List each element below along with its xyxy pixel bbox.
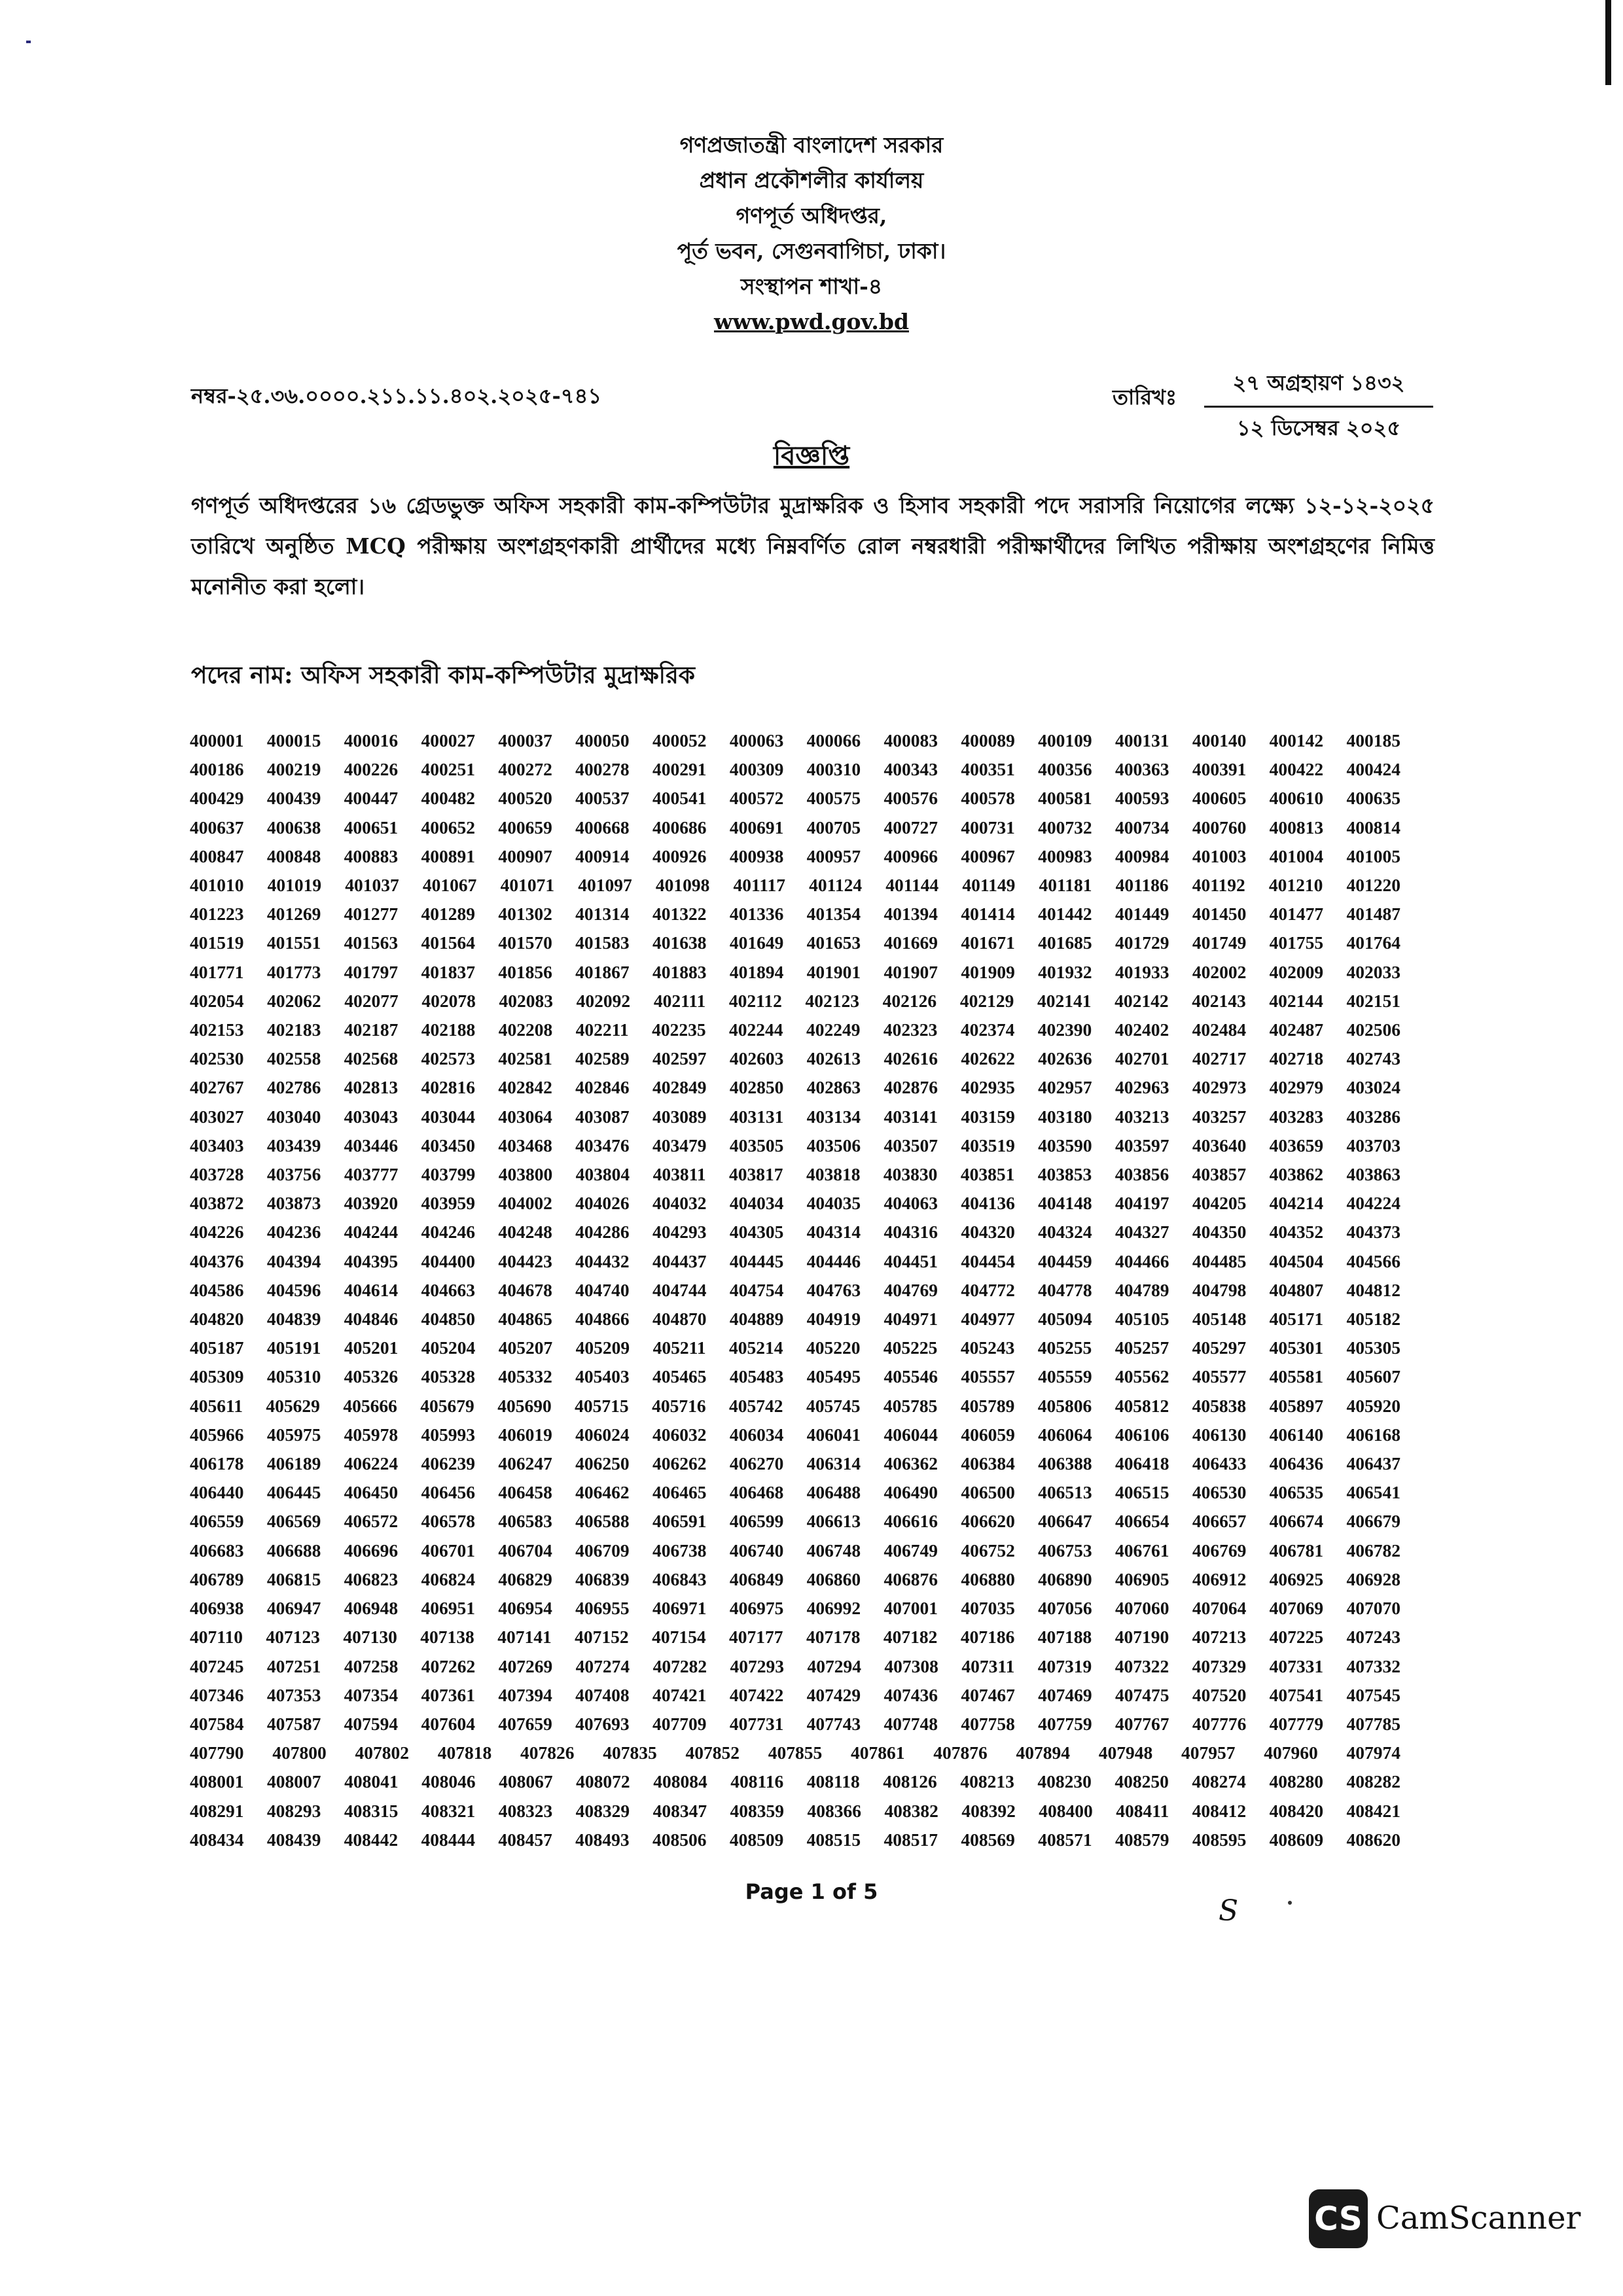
roll-line: 408001 408007 408041 408046 408067 408072 408084 408116 408118 408126 408213 408230 408250 408274 408280 408282 [190,1771,1400,1792]
roll-line: 407584 407587 407594 407604 407659 407693 407709 407731 407743 407748 407758 407759 407767 407776 407779 407785 [190,1713,1400,1734]
roll-line: 407346 407353 407354 407361 407394 407408 407421 407422 407429 407436 407467 407469 407475 407520 407541 407545 [190,1684,1400,1705]
roll-line: 400429 400439 400447 400482 400520 400537 400541 400572 400575 400576 400578 400581 400593 400605 400610 400635 [190,788,1400,809]
roll-number-list [190,726,1400,1854]
scan-edge-shadow [1605,0,1611,85]
roll-line: 403872 403873 403920 403959 404002 404026 404032 404034 404035 404063 404136 404148 404197 404205 404214 404224 [190,1193,1400,1214]
camscanner-logo-icon: CS [1309,2189,1368,2248]
roll-line: 404820 404839 404846 404850 404865 404866 404870 404889 404919 404971 404977 405094 405105 405148 405171 405182 [190,1309,1400,1330]
signature-dot [1288,1901,1292,1905]
roll-line: 405309 405310 405326 405328 405332 405403 405465 405483 405495 405546 405557 405559 405562 405577 405581 405607 [190,1366,1400,1387]
header-line-department: গণপূর্ত অধিদপ্তর, [736,203,887,228]
memo-number: নম্বর-২৫.৩৬.০০০০.২১১.১১.৪০২.২০২৫-৭৪১ [191,383,602,408]
roll-line: 406559 406569 406572 406578 406583 406588 406591 406599 406613 406616 406620 406647 406654 406657 406674 406679 [190,1511,1400,1532]
header-line-office: প্রধান প্রকৌশলীর কার্যালয় [699,168,924,193]
page-number: Page 1 of 5 [745,1879,878,1904]
roll-line: 405187 405191 405201 405204 405207 405209 405211 405214 405220 405225 405243 405255 405257 405297 405301 405305 [190,1337,1400,1358]
roll-line: 408434 408439 408442 408444 408457 408493 408506 408509 408515 408517 408569 408571 408579 408595 408609 408620 [190,1829,1400,1850]
header-line-branch: সংস্থাপন শাখা-৪ [740,274,883,299]
roll-line: 406789 406815 406823 406824 406829 406839 406843 406849 406860 406876 406880 406890 406905 406912 406925 406928 [190,1568,1400,1589]
roll-line: 403403 403439 403446 403450 403468 403476 403479 403505 403506 403507 403519 403590 403597 403640 403659 403703 [190,1135,1400,1156]
roll-line: 408291 408293 408315 408321 408323 408329 408347 408359 408366 408382 408392 408400 408411 408412 408420 408421 [190,1800,1400,1821]
roll-line: 402530 402558 402568 402573 402581 402589 402597 402603 402613 402616 402622 402636 402701 402717 402718 402743 [190,1048,1400,1069]
notice-heading: বিজ্ঞপ্তি [773,440,850,471]
scan-speck [26,41,31,43]
roll-line: 405611 405629 405666 405679 405690 405715 405716 405742 405745 405785 405789 405806 405812 405838 405897 405920 [190,1395,1400,1416]
roll-line: 400847 400848 400883 400891 400907 400914 400926 400938 400957 400966 400967 400983 400984 401003 401004 401005 [190,845,1400,866]
roll-line: 400637 400638 400651 400652 400659 400668 400686 400691 400705 400727 400731 400732 400734 400760 400813 400814 [190,817,1400,838]
office-header [0,128,1623,340]
roll-line: 402054 402062 402077 402078 402083 402092 402111 402112 402123 402126 402129 402141 402142 402143 402144 402151 [190,990,1400,1011]
roll-line: 407245 407251 407258 407262 407269 407274 407282 407293 407294 407308 407311 407319 407322 407329 407331 407332 [190,1655,1400,1676]
roll-line: 407110 407123 407130 407138 407141 407152 407154 407177 407178 407182 407186 407188 407190 407213 407225 407243 [190,1627,1400,1648]
roll-line: 404376 404394 404395 404400 404423 404432 404437 404445 404446 404451 404454 404459 404466 404485 404504 404566 [190,1250,1400,1271]
camscanner-watermark: CamScanner [1376,2200,1581,2236]
roll-line: 400001 400015 400016 400027 400037 400050 400052 400063 400066 400083 400089 400109 400131 400140 400142 400185 [190,730,1400,751]
post-title: পদের নাম: অফিস সহকারী কাম-কম্পিউটার মুদ্রাক্ষরিক [191,662,695,689]
roll-line: 404226 404236 404244 404246 404248 404286 404293 404305 404314 404316 404320 404324 404327 404350 404352 404373 [190,1222,1400,1243]
roll-line: 406440 406445 406450 406456 406458 406462 406465 406468 406488 406490 406500 406513 406515 406530 406535 406541 [190,1482,1400,1503]
roll-line: 406178 406189 406224 406239 406247 406250 406262 406270 406314 406362 406384 406388 406418 406433 406436 406437 [190,1453,1400,1474]
roll-line: 401771 401773 401797 401837 401856 401867 401883 401894 401901 401907 401909 401932 401933 402002 402009 402033 [190,961,1400,982]
roll-line: 401010 401019 401037 401067 401071 401097 401098 401117 401124 401144 401149 401181 401186 401192 401210 401220 [190,875,1400,896]
date-bengali: ২৭ অগ্রহায়ণ ১৪৩২ [1204,366,1433,408]
date-gregorian: ১২ ডিসেম্বর ২০২৫ [1236,415,1401,440]
roll-line: 400186 400219 400226 400251 400272 400278 400291 400309 400310 400343 400351 400356 400363 400391 400422 400424 [190,759,1400,780]
roll-line: 401223 401269 401277 401289 401302 401314 401322 401336 401354 401394 401414 401442 401449 401450 401477 401487 [190,904,1400,925]
header-line-government: গণপ্রজাতন্ত্রী বাংলাদেশ সরকার [679,132,944,158]
roll-line: 406938 406947 406948 406951 406954 406955 406971 406975 406992 407001 407035 407056 407060 407064 407069 407070 [190,1598,1400,1619]
roll-line: 402767 402786 402813 402816 402842 402846 402849 402850 402863 402876 402935 402957 402963 402973 402979 403024 [190,1077,1400,1098]
date-label: তারিখঃ [1113,385,1177,410]
roll-line: 405966 405975 405978 405993 406019 406024 406032 406034 406041 406044 406059 406064 406106 406130 406140 406168 [190,1424,1400,1445]
roll-line: 403728 403756 403777 403799 403800 403804 403811 403817 403818 403830 403851 403853 403856 403857 403862 403863 [190,1164,1400,1185]
roll-line: 407790 407800 407802 407818 407826 407835 407852 407855 407861 407876 407894 407948 407957 407960 407974 [190,1742,1400,1763]
website-link[interactable]: www.pwd.gov.bd [713,309,909,334]
roll-line: 401519 401551 401563 401564 401570 401583 401638 401649 401653 401669 401671 401685 401729 401749 401755 401764 [190,932,1400,953]
header-line-address: পূর্ত ভবন, সেগুনবাগিচা, ঢাকা। [677,238,946,264]
roll-line: 404586 404596 404614 404663 404678 404740 404744 404754 404763 404769 404772 404778 404789 404798 404807 404812 [190,1279,1400,1300]
roll-line: 403027 403040 403043 403044 403064 403087 403089 403131 403134 403141 403159 403180 403213 403257 403283 403286 [190,1106,1400,1127]
roll-line: 406683 406688 406696 406701 406704 406709 406738 406740 406748 406749 406752 406753 406761 406769 406781 406782 [190,1540,1400,1561]
signature-initial: S [1219,1894,1239,1928]
roll-line: 402153 402183 402187 402188 402208 402211 402235 402244 402249 402323 402374 402390 402402 402484 402487 402506 [190,1019,1400,1040]
notice-body: গণপূর্ত অধিদপ্তরের ১৬ গ্রেডভুক্ত অফিস সহকারী কাম-কম্পিউটার মুদ্রাক্ষরিক ও হিসাব সহকারী পদে সরাসরি নিয়োগের লক্ষ্যে ১২-১২-২০২৫ তারিখে অনুষ্ঠিত MCQ পরীক্ষায় অংশগ্রহণকারী প্রার্থীদের মধ্যে নিম্নবর্ণিত রোল নম্বরধারী পরীক্ষার্থীদের লিখিত পরীক্ষায় অংশগ্রহণের নিমিত্ত মনোনীত করা হলো। [191,493,1435,599]
